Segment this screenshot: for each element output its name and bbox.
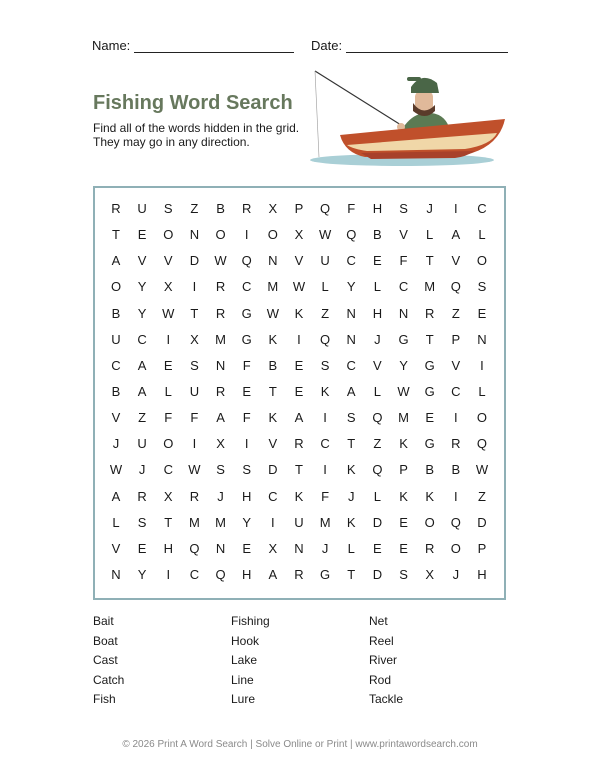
grid-letter[interactable]: Y bbox=[242, 514, 252, 530]
grid-letter[interactable]: N bbox=[477, 331, 487, 347]
grid-letter[interactable]: H bbox=[372, 305, 383, 321]
grid-letter[interactable]: T bbox=[425, 331, 434, 347]
grid-letter[interactable]: K bbox=[268, 331, 278, 347]
grid-letter[interactable]: G bbox=[398, 331, 409, 347]
grid-letter[interactable]: E bbox=[477, 305, 487, 321]
grid-letter[interactable]: I bbox=[297, 331, 301, 347]
grid-letter[interactable]: Z bbox=[321, 305, 330, 321]
grid-letter[interactable]: V bbox=[111, 540, 121, 556]
grid-letter[interactable]: E bbox=[242, 383, 252, 399]
grid-letter[interactable]: Z bbox=[138, 410, 147, 426]
grid-letter[interactable]: G bbox=[424, 383, 435, 399]
grid-letter[interactable]: Q bbox=[372, 462, 383, 478]
grid-letter[interactable]: M bbox=[398, 410, 409, 426]
grid-letter[interactable]: A bbox=[294, 410, 304, 426]
grid-letter[interactable]: N bbox=[398, 305, 409, 321]
grid-letter[interactable]: X bbox=[216, 436, 225, 452]
grid-letter[interactable]: Q bbox=[320, 331, 331, 347]
word-item: Cast bbox=[93, 653, 118, 668]
grid-letter[interactable]: P bbox=[294, 201, 304, 216]
grid-letter[interactable]: J bbox=[217, 488, 224, 504]
grid-letter[interactable]: C bbox=[398, 279, 409, 295]
grid-letter[interactable]: R bbox=[424, 540, 435, 556]
grid-letter[interactable]: J bbox=[348, 488, 355, 504]
grid-letter[interactable]: Q bbox=[189, 540, 200, 556]
grid-letter[interactable]: W bbox=[318, 227, 332, 243]
grid-letter[interactable]: I bbox=[323, 462, 327, 478]
grid-letter[interactable]: C bbox=[189, 566, 200, 582]
grid-letter[interactable]: T bbox=[347, 566, 356, 582]
grid-letter[interactable]: E bbox=[137, 540, 147, 556]
grid-letter[interactable]: O bbox=[215, 227, 226, 243]
grid-letter[interactable]: Z bbox=[190, 201, 199, 216]
grid-letter[interactable]: B bbox=[425, 462, 434, 478]
grid-letter[interactable]: R bbox=[241, 201, 252, 216]
grid-letter[interactable]: W bbox=[109, 462, 123, 478]
grid-letter[interactable]: J bbox=[452, 566, 460, 582]
grid-letter[interactable]: A bbox=[111, 488, 121, 504]
instruction-line-1: Find all of the words hidden in the grid. bbox=[93, 121, 300, 135]
grid-letter[interactable]: S bbox=[216, 462, 225, 478]
grid-letter[interactable]: W bbox=[162, 305, 175, 321]
grid-letter[interactable]: K bbox=[425, 488, 434, 504]
grid-letter[interactable]: P bbox=[451, 331, 461, 347]
grid-letter[interactable]: M bbox=[319, 514, 331, 530]
grid-letter[interactable]: O bbox=[267, 227, 278, 243]
grid-letter[interactable]: V bbox=[137, 253, 147, 269]
grid-letter[interactable]: E bbox=[399, 540, 408, 556]
grid-letter[interactable]: T bbox=[190, 305, 199, 321]
grid-letter[interactable]: R bbox=[215, 383, 226, 399]
grid-letter[interactable]: A bbox=[451, 227, 461, 243]
grid-letter[interactable]: O bbox=[424, 514, 435, 530]
grid-letter[interactable]: K bbox=[399, 488, 408, 504]
grid-letter[interactable]: U bbox=[294, 514, 304, 530]
grid-letter[interactable]: L bbox=[478, 383, 486, 399]
grid-letter[interactable]: S bbox=[399, 201, 408, 216]
grid-letter[interactable]: C bbox=[477, 201, 487, 216]
grid-letter[interactable]: D bbox=[372, 514, 383, 530]
grid-letter[interactable]: F bbox=[164, 410, 173, 426]
grid-letter[interactable]: F bbox=[190, 410, 199, 426]
grid-letter[interactable]: J bbox=[374, 331, 381, 347]
grid-letter[interactable]: E bbox=[294, 383, 304, 399]
grid-letter[interactable]: R bbox=[189, 488, 200, 504]
grid-letter[interactable]: B bbox=[216, 201, 225, 216]
grid-letter[interactable]: M bbox=[215, 331, 226, 347]
grid-letter[interactable]: T bbox=[112, 227, 120, 243]
grid-letter[interactable]: I bbox=[271, 514, 275, 530]
grid-letter[interactable]: L bbox=[478, 227, 486, 243]
grid-letter[interactable]: N bbox=[189, 227, 200, 243]
grid-letter[interactable]: Y bbox=[137, 305, 147, 321]
grid-letter[interactable]: U bbox=[137, 436, 147, 452]
grid-letter[interactable]: R bbox=[294, 566, 304, 582]
grid-letter[interactable]: X bbox=[190, 331, 199, 347]
grid-letter[interactable]: V bbox=[451, 357, 461, 373]
grid-letter[interactable]: J bbox=[426, 201, 433, 216]
grid-letter[interactable]: S bbox=[190, 357, 199, 373]
word-grid bbox=[93, 186, 506, 600]
word-column-3 bbox=[369, 612, 403, 710]
grid-letter[interactable]: R bbox=[215, 279, 226, 295]
grid-letter[interactable]: I bbox=[480, 357, 484, 373]
grid-letter[interactable]: K bbox=[399, 436, 408, 452]
grid-letter[interactable]: G bbox=[320, 566, 331, 582]
fisherman-in-boat-icon bbox=[305, 65, 510, 170]
grid-letter[interactable]: G bbox=[424, 436, 435, 452]
grid-letter[interactable]: S bbox=[163, 201, 173, 216]
grid-letter[interactable]: D bbox=[189, 253, 200, 269]
page-title: Fishing Word Search bbox=[93, 92, 293, 114]
grid-letter[interactable]: H bbox=[163, 540, 173, 556]
grid-letter[interactable]: B bbox=[111, 383, 121, 399]
grid-letter[interactable]: F bbox=[347, 201, 356, 216]
grid-letter[interactable]: C bbox=[346, 253, 356, 269]
grid-letter[interactable]: Z bbox=[477, 488, 486, 504]
grid-letter[interactable]: L bbox=[426, 227, 434, 243]
footer: © 2026 Print A Word Search | Solve Online or Print | www.printawordsearch.com bbox=[122, 739, 478, 750]
grid-letter[interactable]: P bbox=[399, 462, 408, 478]
grid-letter[interactable]: L bbox=[112, 514, 120, 530]
grid-letter[interactable]: E bbox=[242, 540, 252, 556]
grid-letter[interactable]: D bbox=[372, 566, 383, 582]
grid-letter[interactable]: N bbox=[346, 331, 356, 347]
grid-letter[interactable]: V bbox=[451, 253, 461, 269]
instruction-line-2: They may go in any direction. bbox=[93, 135, 250, 149]
grid-letter[interactable]: U bbox=[320, 253, 330, 269]
grid-letter[interactable]: L bbox=[321, 279, 329, 295]
grid-letter[interactable]: I bbox=[166, 331, 171, 347]
grid-letter[interactable]: J bbox=[112, 436, 120, 452]
grid-letter[interactable]: A bbox=[216, 410, 225, 426]
grid-letter[interactable]: F bbox=[321, 488, 330, 504]
grid-letter[interactable]: S bbox=[399, 566, 408, 582]
word-item: Fish bbox=[93, 692, 116, 707]
word-item: Rod bbox=[369, 672, 392, 687]
grid-letter[interactable]: M bbox=[188, 514, 200, 530]
grid-letter[interactable]: Q bbox=[320, 201, 331, 216]
grid-letter[interactable]: N bbox=[294, 540, 304, 556]
grid-letter[interactable]: Y bbox=[399, 357, 408, 373]
word-item: Lake bbox=[231, 653, 258, 668]
grid-letter[interactable]: S bbox=[320, 357, 330, 373]
grid-letter[interactable]: O bbox=[450, 540, 461, 556]
word-item: Lure bbox=[231, 692, 256, 707]
grid-letter[interactable]: E bbox=[399, 514, 408, 530]
word-item: Boat bbox=[93, 633, 118, 648]
grid-letter[interactable]: R bbox=[424, 305, 435, 321]
grid-letter[interactable]: I bbox=[454, 410, 458, 426]
word-item: River bbox=[369, 653, 398, 668]
grid-letter[interactable]: I bbox=[166, 566, 171, 582]
grid-letter[interactable]: V bbox=[399, 227, 408, 243]
grid-letter[interactable]: Y bbox=[137, 566, 147, 582]
grid-letter[interactable]: E bbox=[373, 540, 382, 556]
grid-letter[interactable]: O bbox=[476, 253, 488, 269]
grid-letter[interactable]: R bbox=[451, 436, 461, 452]
grid-letter[interactable]: K bbox=[346, 514, 356, 530]
grid-letter[interactable]: C bbox=[111, 357, 121, 373]
grid-letter[interactable]: R bbox=[215, 305, 226, 321]
grid-letter[interactable]: L bbox=[373, 279, 381, 295]
grid-letter[interactable]: A bbox=[137, 383, 147, 399]
grid-letter[interactable]: W bbox=[292, 279, 306, 295]
grid-letter[interactable]: A bbox=[346, 383, 356, 399]
grid-letter[interactable]: V bbox=[111, 410, 121, 426]
grid-letter[interactable]: C bbox=[320, 436, 330, 452]
grid-letter[interactable]: T bbox=[294, 462, 303, 478]
grid-letter[interactable]: T bbox=[425, 253, 434, 269]
grid-letter[interactable]: X bbox=[294, 227, 304, 243]
grid-letter[interactable]: V bbox=[373, 357, 382, 373]
grid-letter[interactable]: P bbox=[477, 540, 487, 556]
grid-letter[interactable]: R bbox=[137, 488, 147, 504]
grid-letter[interactable]: S bbox=[137, 514, 147, 530]
grid-letter[interactable]: B bbox=[451, 462, 461, 478]
grid-letter[interactable]: H bbox=[241, 566, 252, 582]
grid-letter[interactable]: N bbox=[268, 253, 278, 269]
grid-letter[interactable]: I bbox=[192, 279, 197, 295]
grid-letter[interactable]: V bbox=[268, 436, 278, 452]
grid-letter[interactable]: M bbox=[215, 514, 226, 530]
grid-letter[interactable]: N bbox=[346, 305, 356, 321]
grid-letter[interactable]: K bbox=[346, 462, 356, 478]
grid-letter[interactable]: Y bbox=[137, 279, 147, 295]
grid-letter[interactable]: E bbox=[294, 357, 304, 373]
grid-letter[interactable]: O bbox=[110, 279, 122, 295]
grid-letter[interactable]: I bbox=[192, 436, 197, 452]
word-item: Hook bbox=[231, 633, 260, 648]
grid-letter[interactable]: X bbox=[268, 201, 278, 216]
grid-letter[interactable]: F bbox=[242, 357, 251, 373]
grid-letter[interactable]: C bbox=[346, 357, 356, 373]
grid-letter[interactable]: X bbox=[163, 488, 173, 504]
grid-letter[interactable]: B bbox=[373, 227, 382, 243]
grid-letter[interactable]: V bbox=[294, 253, 304, 269]
grid-letter[interactable]: A bbox=[111, 253, 121, 269]
grid-letter[interactable]: G bbox=[424, 357, 435, 373]
grid-letter[interactable]: A bbox=[137, 357, 147, 373]
grid-letter[interactable]: Z bbox=[373, 436, 382, 452]
grid-letter[interactable]: H bbox=[477, 566, 487, 582]
word-item: Net bbox=[369, 614, 388, 628]
grid-letter[interactable]: V bbox=[163, 253, 173, 269]
grid-letter[interactable]: W bbox=[188, 462, 201, 478]
grid-letter[interactable]: U bbox=[189, 383, 200, 399]
grid-letter[interactable]: X bbox=[425, 566, 434, 582]
grid-letter[interactable]: Q bbox=[346, 227, 357, 243]
grid-letter[interactable]: E bbox=[137, 227, 147, 243]
grid-letter[interactable]: F bbox=[242, 410, 251, 426]
grid-letter[interactable]: K bbox=[320, 383, 330, 399]
grid-letter[interactable]: Q bbox=[450, 279, 461, 295]
grid-letter[interactable]: O bbox=[163, 227, 174, 243]
grid-letter[interactable]: J bbox=[138, 462, 146, 478]
instructions bbox=[93, 121, 313, 149]
grid-letter[interactable]: C bbox=[451, 383, 461, 399]
grid-letter[interactable]: B bbox=[111, 305, 121, 321]
grid-letter[interactable]: U bbox=[137, 201, 147, 216]
grid-letter[interactable]: Y bbox=[346, 279, 356, 295]
grid-letter[interactable]: E bbox=[163, 357, 173, 373]
grid-letter[interactable]: E bbox=[425, 410, 434, 426]
grid-letter[interactable]: M bbox=[267, 279, 279, 295]
grid-letter[interactable]: G bbox=[241, 305, 252, 321]
grid-letter[interactable]: C bbox=[268, 488, 278, 504]
word-item: Line bbox=[231, 672, 254, 687]
grid-letter[interactable]: I bbox=[454, 488, 458, 504]
grid-letter[interactable]: B bbox=[268, 357, 278, 373]
grid-letter[interactable]: X bbox=[268, 540, 278, 556]
grid-letter[interactable]: F bbox=[399, 253, 408, 269]
grid-letter[interactable]: U bbox=[111, 331, 121, 347]
grid-letter[interactable]: M bbox=[424, 279, 436, 295]
grid-letter[interactable]: K bbox=[268, 410, 278, 426]
date-label: Date: bbox=[311, 38, 343, 53]
grid-letter[interactable]: S bbox=[477, 279, 487, 295]
grid-letter[interactable]: G bbox=[241, 331, 252, 347]
grid-letter[interactable]: X bbox=[163, 279, 173, 295]
grid-letter[interactable]: L bbox=[373, 383, 381, 399]
date-field[interactable] bbox=[311, 38, 508, 53]
grid-letter[interactable]: W bbox=[397, 383, 410, 399]
grid-letter[interactable]: S bbox=[242, 462, 252, 478]
word-item: Fishing bbox=[231, 614, 270, 628]
grid-letter[interactable]: J bbox=[321, 540, 329, 556]
name-field[interactable] bbox=[92, 38, 294, 53]
grid-letter[interactable]: E bbox=[373, 253, 382, 269]
grid-letter[interactable]: K bbox=[294, 305, 304, 321]
grid-letter[interactable]: L bbox=[164, 383, 172, 399]
grid-letter[interactable]: O bbox=[476, 410, 488, 426]
word-item: Reel bbox=[369, 633, 394, 648]
grid-letter[interactable]: I bbox=[323, 410, 327, 426]
grid-letter[interactable]: Q bbox=[215, 566, 226, 582]
grid-letter[interactable]: Z bbox=[451, 305, 460, 321]
date-line[interactable] bbox=[346, 40, 508, 53]
grid-letter[interactable]: C bbox=[241, 279, 252, 295]
grid-letter[interactable]: T bbox=[347, 436, 356, 452]
grid-letter[interactable]: Q bbox=[241, 253, 252, 269]
name-line[interactable] bbox=[134, 40, 294, 53]
grid-letter[interactable]: C bbox=[163, 462, 173, 478]
grid-letter[interactable]: C bbox=[137, 331, 147, 347]
grid-letter[interactable]: D bbox=[477, 514, 487, 530]
grid-letter[interactable]: S bbox=[346, 410, 356, 426]
grid-letter[interactable]: T bbox=[164, 514, 173, 530]
word-column-2 bbox=[231, 612, 270, 710]
grid-letter[interactable]: W bbox=[214, 253, 227, 269]
grid-letter[interactable]: Q bbox=[450, 514, 461, 530]
grid-letter[interactable]: D bbox=[268, 462, 278, 478]
grid-letter[interactable]: A bbox=[268, 566, 278, 582]
grid-letter[interactable]: K bbox=[294, 488, 304, 504]
word-item: Bait bbox=[93, 614, 114, 628]
grid-letter[interactable]: L bbox=[373, 488, 381, 504]
grid-letter[interactable]: N bbox=[215, 357, 226, 373]
grid-letter[interactable]: Q bbox=[372, 410, 383, 426]
grid-letter[interactable]: N bbox=[111, 566, 121, 582]
word-column-1 bbox=[93, 612, 124, 710]
grid-letter[interactable]: H bbox=[372, 201, 383, 216]
grid-letter[interactable]: I bbox=[244, 436, 249, 452]
grid-letter[interactable]: N bbox=[215, 540, 226, 556]
grid-letter[interactable]: I bbox=[454, 201, 458, 216]
word-item: Tackle bbox=[369, 692, 404, 707]
grid-letter[interactable]: I bbox=[244, 227, 249, 243]
grid-letter[interactable]: T bbox=[268, 383, 277, 399]
grid-letter[interactable]: H bbox=[241, 488, 252, 504]
grid-letter[interactable]: Q bbox=[476, 436, 488, 452]
grid-letter[interactable]: R bbox=[111, 201, 121, 216]
grid-letter[interactable]: R bbox=[294, 436, 304, 452]
grid-letter[interactable]: W bbox=[475, 462, 489, 478]
grid-letter[interactable]: O bbox=[163, 436, 174, 452]
word-item: Catch bbox=[93, 672, 125, 687]
grid-letter[interactable]: L bbox=[347, 540, 355, 556]
grid-letter[interactable]: W bbox=[266, 305, 279, 321]
name-label: Name: bbox=[92, 38, 131, 53]
